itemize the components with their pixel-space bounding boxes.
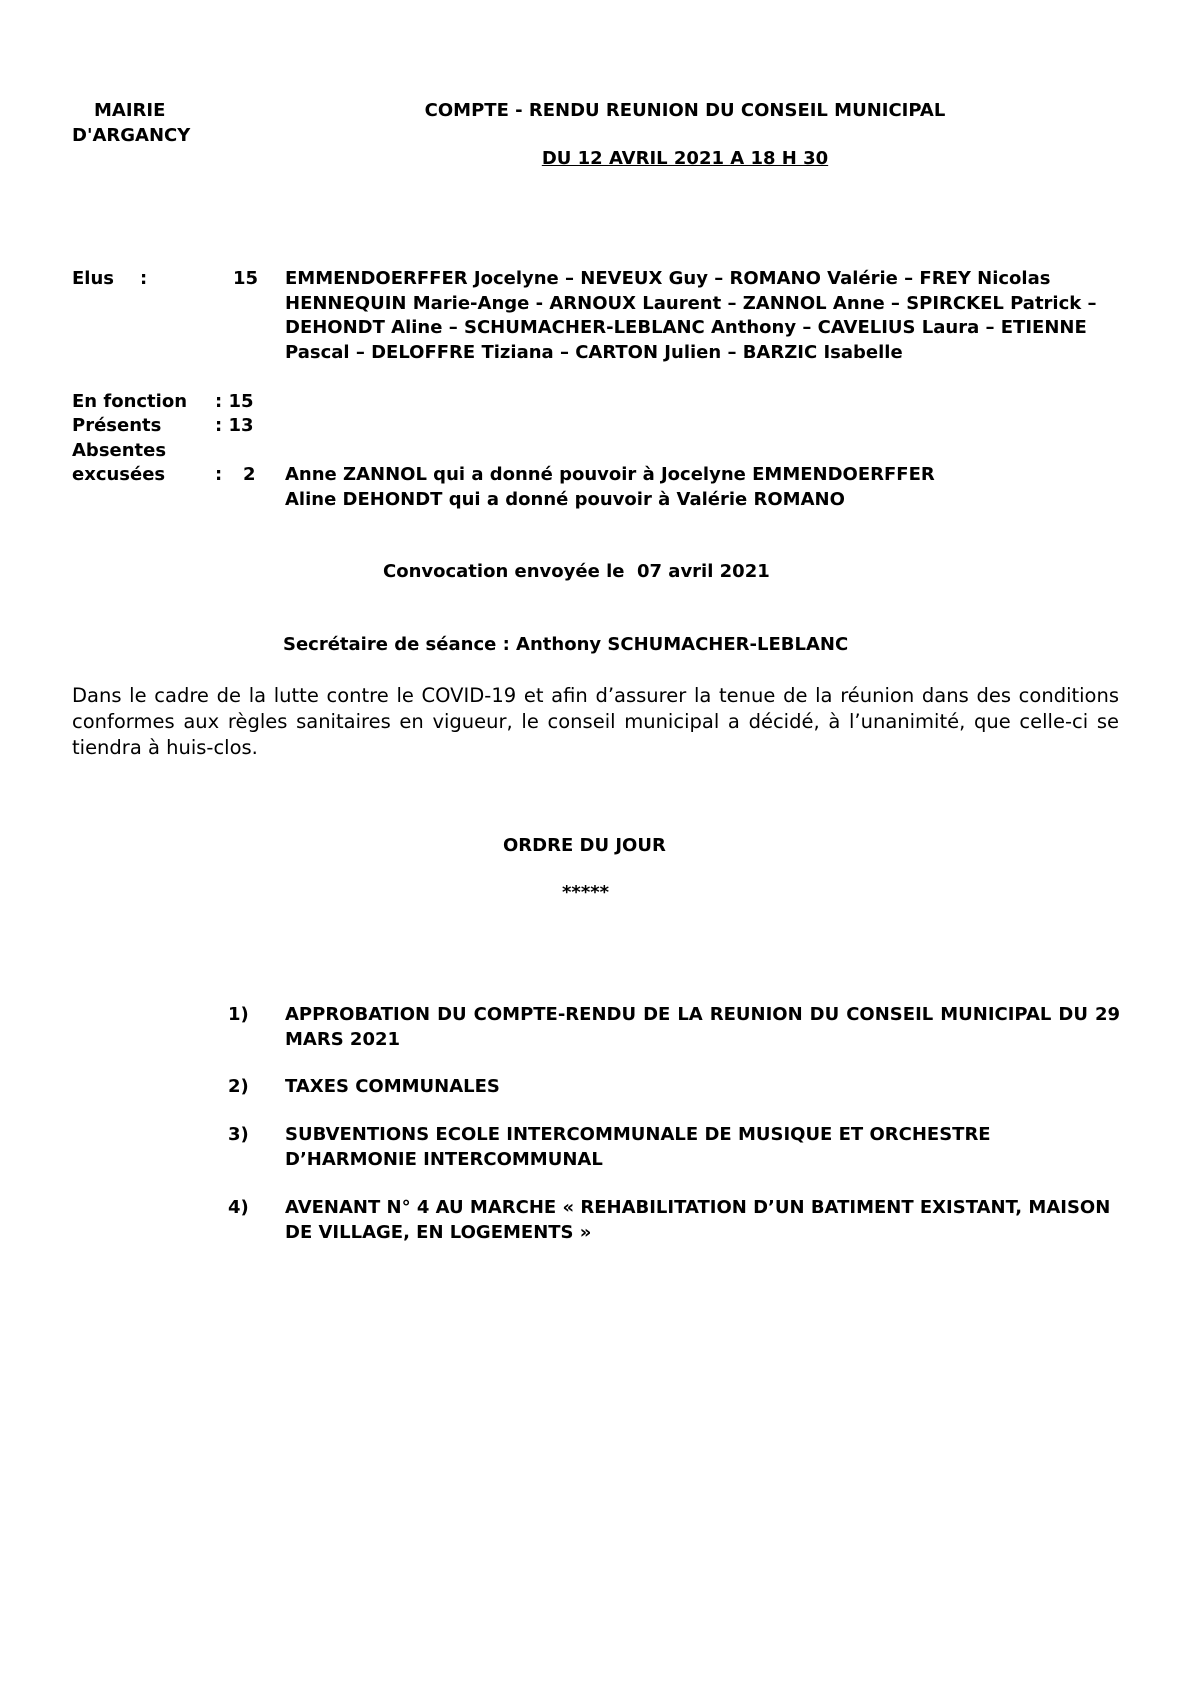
en-fonction-label: En fonction xyxy=(72,391,188,412)
secretaire-text: Secrétaire de séance : Anthony SCHUMACHER-LEBLANC xyxy=(283,634,849,655)
elus-count: 15 xyxy=(233,268,259,289)
absentes-count: 2 xyxy=(243,464,256,485)
en-fonction-value: : 15 xyxy=(215,391,254,412)
absentes-names xyxy=(285,463,1150,512)
agenda-item-number: 2) xyxy=(228,1076,249,1097)
elus-colon: : xyxy=(140,268,148,289)
absentes-label-line2: excusées xyxy=(72,464,166,485)
presents-label: Présents xyxy=(72,415,162,436)
agenda-item-text: AVENANT N° 4 AU MARCHE « REHABILITATION D’UN BATIMENT EXISTANT, MAISON DE VILLAGE, EN LOGEMENTS » xyxy=(285,1197,1111,1243)
elus-label: Elus xyxy=(72,268,114,289)
mairie-line-2: D'ARGANCY xyxy=(72,125,191,146)
meeting-date: DU 12 AVRIL 2021 A 18 H 30 xyxy=(541,148,829,169)
agenda-item-text: TAXES COMMUNALES xyxy=(285,1076,500,1097)
absente-entry: Anne ZANNOL qui a donné pouvoir à Jocelyne EMMENDOERFFER xyxy=(285,464,935,485)
agenda-item-number: 1) xyxy=(228,1004,249,1025)
mairie-name xyxy=(72,98,212,148)
covid-paragraph: Dans le cadre de la lutte contre le COVID-19 et afin d’assurer la tenue de la réunion dans des conditions conformes aux règles sanitaires en vigueur, le conseil municipal a décidé, à l’unanimité, que celle-ci se tiendra à huis-clos. xyxy=(72,684,1119,759)
separator-stars: ***** xyxy=(562,882,610,903)
elus-names: EMMENDOERFFER Jocelyne – NEVEUX Guy – ROMANO Valérie – FREY Nicolas HENNEQUIN Marie-Ange - ARNOUX Laurent – ZANNOL Anne – SPIRCKEL Patrick – DEHONDT Aline – SCHUMACHER-LEBLANC Anthony – CAVELIUS Laura – ETIENNE Pascal – DELOFFRE Tiziana – CARTON Julien – BARZIC Isabelle xyxy=(285,268,1097,363)
presents-value: : 13 xyxy=(215,415,254,436)
convocation-text: Convocation envoyée le 07 avril 2021 xyxy=(383,561,770,582)
ordre-du-jour-title: ORDRE DU JOUR xyxy=(503,835,666,856)
absentes-label-line1: Absentes xyxy=(72,440,167,461)
absentes-colon: : xyxy=(215,464,223,485)
absente-entry: Aline DEHONDT qui a donné pouvoir à Valérie ROMANO xyxy=(285,488,845,510)
agenda-item-number: 4) xyxy=(228,1197,249,1218)
mairie-line-1: MAIRIE xyxy=(94,100,166,121)
agenda-item-number: 3) xyxy=(228,1124,249,1145)
agenda-item-text: SUBVENTIONS ECOLE INTERCOMMUNALE DE MUSIQUE ET ORCHESTRE D’HARMONIE INTERCOMMUNAL xyxy=(285,1124,991,1170)
document-title: COMPTE - RENDU REUNION DU CONSEIL MUNICIPAL xyxy=(424,100,946,121)
agenda-item-text: APPROBATION DU COMPTE-RENDU DE LA REUNION DU CONSEIL MUNICIPAL DU 29 MARS 2021 xyxy=(285,1004,1120,1050)
